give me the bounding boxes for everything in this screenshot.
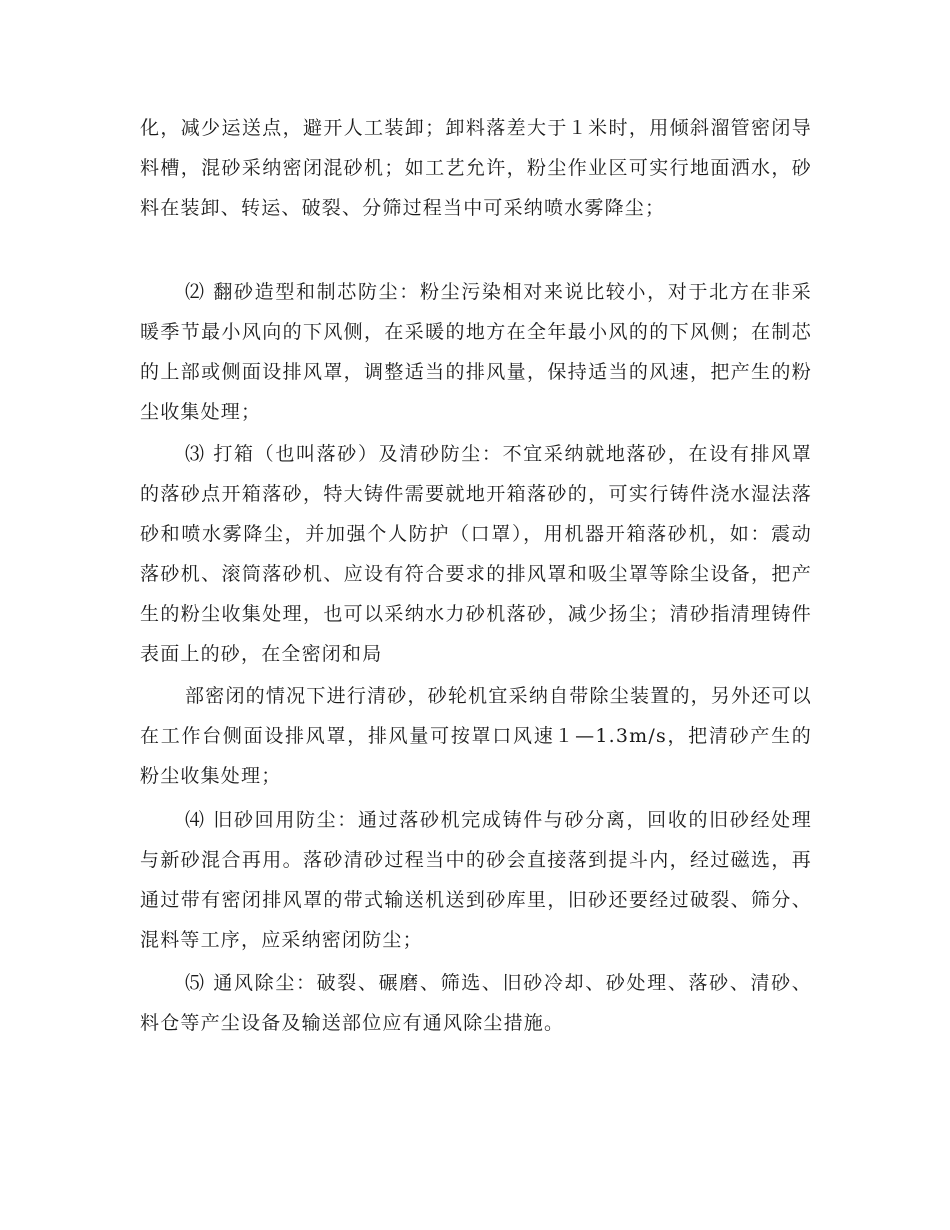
paragraph-cleaning-continuation: 部密闭的情况下进行清砂，砂轮机宜采纳自带除尘装置的，另外还可以在工作台侧面设排风罩，排风量可按罩口风速１—1.3m/s，把清砂产生的粉尘收集处理； — [140, 685, 812, 787]
paragraph-ventilation-dust-removal: ⑸ 通风除尘：破裂、碾磨、筛选、旧砂冷却、砂处理、落砂、清砂、料仓等产尘设备及输送部位应有通风除尘措施。 — [140, 972, 812, 1034]
paragraph-shakeout-dust-control: ⑶ 打箱（也叫落砂）及清砂防尘：不宜采纳就地落砂，在设有排风罩的落砂点开箱落砂，特大铸件需要就地开箱落砂的，可实行铸件浇水湿法落砂和喷水雾降尘，并加强个人防护（口罩），用机器开箱落砂机，如：震动落砂机、滚筒落砂机、应设有符合要求的排风罩和吸尘罩等除尘设备，把产生的粉尘收集处理，也可以采纳水力砂机落砂，减少扬尘；清砂指清理铸件表面上的砂，在全密闭和局 — [140, 443, 812, 665]
paragraph-continuation: 化，减少运送点，避开人工装卸；卸料落差大于１米时，用倾斜溜管密闭导料槽，混砂采纳密闭混砂机；如工艺允许，粉尘作业区可实行地面洒水，砂料在装卸、转运、破裂、分筛过程当中可采纳喷水雾降尘； — [140, 117, 812, 219]
paragraph-used-sand-reuse: ⑷ 旧砂回用防尘：通过落砂机完成铸件与砂分离，回收的旧砂经处理与新砂混合再用。落砂清砂过程当中的砂会直接落到提斗内，经过磁选，再通过带有密闭排风罩的带式输送机送到砂库里，旧砂还要经过破裂、筛分、混料等工序，应采纳密闭防尘； — [140, 809, 812, 951]
paragraph-molding-dust-control: ⑵ 翻砂造型和制芯防尘：粉尘污染相对来说比较小，对于北方在非采暖季节最小风向的下风侧，在采暖的地方在全年最小风的的下风侧；在制芯的上部或侧面设排风罩，调整适当的排风量，保持适当的风速，把产生的粉尘收集处理； — [140, 281, 812, 423]
